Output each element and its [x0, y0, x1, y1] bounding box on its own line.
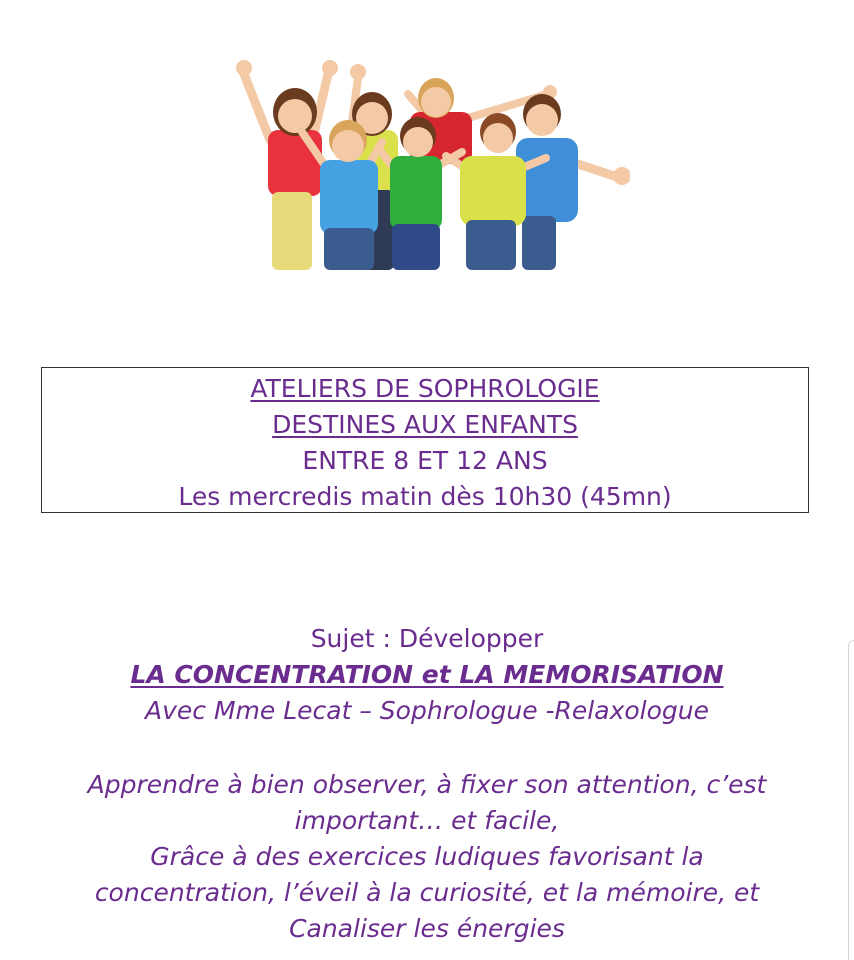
subject-section	[0, 621, 854, 729]
workshop-age-range: ENTRE 8 ET 12 ANS	[302, 446, 548, 475]
workshop-info-box	[41, 367, 809, 513]
workshop-schedule: Les mercredis matin dès 10h30 (45mn)	[178, 482, 672, 511]
children-group-photo	[232, 52, 630, 274]
description-line-5: Canaliser les énergies	[289, 914, 565, 943]
description-section	[0, 767, 854, 947]
workshop-title: ATELIERS DE SOPHROLOGIE	[250, 374, 600, 403]
scroll-edge	[848, 640, 854, 960]
description-line-3: Grâce à des exercices ludiques favorisant la	[150, 842, 704, 871]
subject-presenter: Avec Mme Lecat – Sophrologue -Relaxologue	[145, 696, 709, 725]
description-line-1: Apprendre à bien observer, à fixer son attention, c’est	[87, 770, 767, 799]
child-back-right	[516, 94, 630, 270]
subject-intro: Sujet : Développer	[310, 624, 544, 653]
subject-title: LA CONCENTRATION et LA MEMORISATION	[130, 660, 724, 689]
workshop-audience: DESTINES AUX ENFANTS	[272, 410, 578, 439]
description-line-4: concentration, l’éveil à la curiosité, et la mémoire, et	[94, 878, 760, 907]
description-line-2: important… et facile,	[294, 806, 560, 835]
